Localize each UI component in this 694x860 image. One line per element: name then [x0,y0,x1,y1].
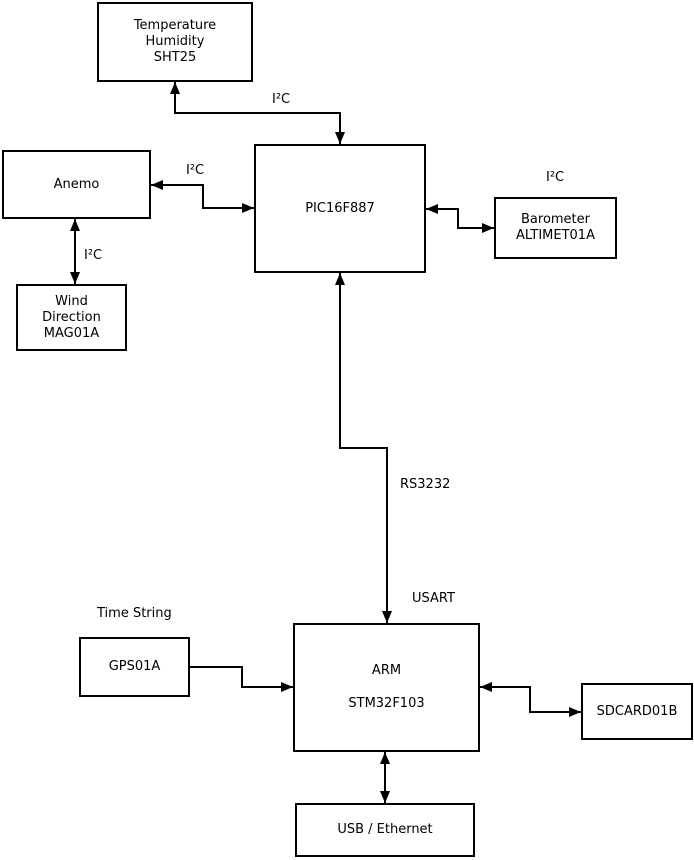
block-label: Anemo [53,176,100,192]
block-label: Temperature [133,18,217,33]
block-label: GPS01A [108,659,161,674]
connector-pic-arm [340,273,387,623]
block-label: Wind [55,293,88,309]
block-label: Barometer [521,212,590,227]
block-label: USB / Ethernet [337,822,433,837]
block-gps01a [79,637,190,697]
connector-pic-anemo [151,185,254,208]
block-label: SHT25 [153,50,197,65]
edge-label-i2c-wind: I²C [84,248,103,263]
connector-pic-temp [175,82,340,144]
block-label: Direction [42,309,101,325]
block-barometer-altimet01a [494,197,617,259]
block-label: ARM [371,663,402,678]
connector-pic-baro [426,209,494,228]
block-anemo [2,150,151,219]
edge-label-rs3232: RS3232 [400,477,451,492]
block-label: MAG01A [43,325,100,341]
block-wind-direction-mag01a [16,284,127,351]
block-pic16f887 [254,144,426,273]
block-label: STM32F103 [348,696,425,711]
edge-label-i2c-temp: I²C [272,92,291,107]
block-usb-ethernet [295,803,475,857]
connector-gps-arm [190,667,293,687]
block-label: ALTIMET01A [516,228,595,243]
block-temperature-humidity-sht25 [97,2,253,82]
edge-label-i2c-baro: I²C [546,170,565,185]
block-label: PIC16F887 [305,200,375,216]
edge-label-i2c-anemo: I²C [186,163,205,178]
block-label: SDCARD01B [596,703,678,719]
connector-arm-sdcard [480,687,581,712]
block-label: Humidity [145,34,205,49]
edge-label-usart: USART [412,591,455,606]
block-sdcard01b [581,683,693,740]
block-arm-stm32f103 [293,623,480,752]
edge-label-time-string: Time String [97,606,172,621]
